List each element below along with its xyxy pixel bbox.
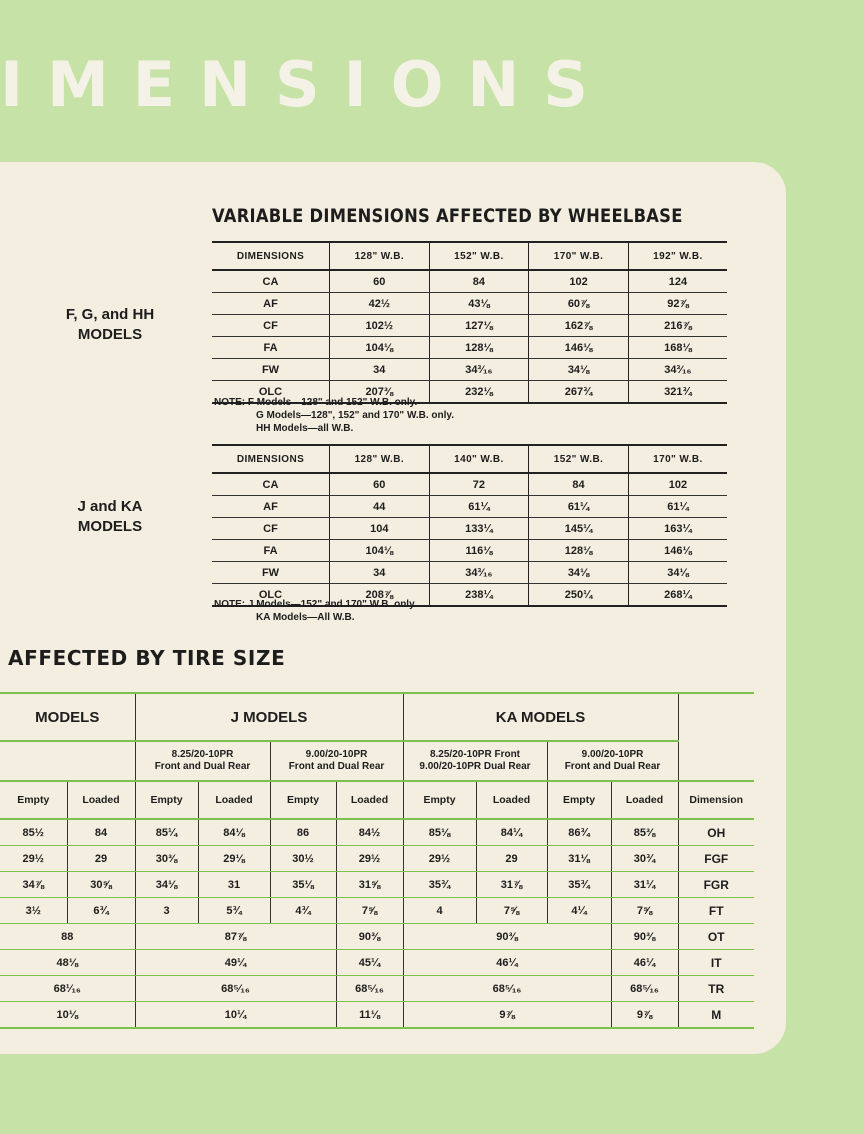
table-row xyxy=(212,359,727,381)
table-cell: 61¼ xyxy=(628,496,727,518)
table-cell: 29½ xyxy=(403,846,476,872)
table-row xyxy=(0,819,754,846)
table-cell: 250¼ xyxy=(529,584,629,607)
table-cell: 321¾ xyxy=(628,381,727,404)
table-cell: 34⅛ xyxy=(135,872,198,898)
table-cell: 7⅝ xyxy=(336,898,403,924)
dimension-code: AF xyxy=(212,293,330,315)
tire-spec-text: 8.25/20-10PR Front and Dual Rear xyxy=(154,749,251,772)
note-line: G Models—128", 152" and 170" W.B. only. xyxy=(256,410,454,421)
table-cell: 10¼ xyxy=(135,1002,336,1029)
table-cell: 85½ xyxy=(0,819,67,846)
dimension-code: FGF xyxy=(678,846,754,872)
table-cell: 34⅞ xyxy=(0,872,67,898)
tire-spec-row xyxy=(0,741,754,781)
tire-size-heading: AFFECTED BY TIRE SIZE xyxy=(8,646,286,670)
table-cell: 35⅛ xyxy=(270,872,336,898)
table-cell: 68⁵⁄₁₆ xyxy=(403,976,611,1002)
group-label-line: J and KA xyxy=(77,498,143,515)
table-cell: 45¼ xyxy=(336,950,403,976)
table-cell: 85⅛ xyxy=(403,819,476,846)
table-cell: 86¾ xyxy=(547,819,611,846)
dimension-code: OLC xyxy=(212,584,330,607)
blank-header xyxy=(678,693,754,781)
table-cell: 34 xyxy=(330,359,430,381)
tire-size-table xyxy=(0,692,754,1029)
table-cell: 85⅜ xyxy=(611,819,678,846)
condition-header: Loaded xyxy=(336,781,403,819)
dimension-header: Dimension xyxy=(678,781,754,819)
table-cell: 68⁵⁄₁₆ xyxy=(336,976,403,1002)
table-cell: 128⅛ xyxy=(429,337,529,359)
table-cell: 4¼ xyxy=(547,898,611,924)
table-row xyxy=(212,293,727,315)
condition-header: Loaded xyxy=(198,781,270,819)
group-label-j-ka xyxy=(45,497,175,537)
table-cell: 44 xyxy=(330,496,430,518)
table-row xyxy=(0,846,754,872)
dimension-code: FW xyxy=(212,562,330,584)
table-cell: 92⅞ xyxy=(628,293,727,315)
table-cell: 3 xyxy=(135,898,198,924)
table-row xyxy=(212,337,727,359)
table-cell: 11⅛ xyxy=(336,1002,403,1029)
table-cell: 84⅛ xyxy=(198,819,270,846)
table-row xyxy=(0,1002,754,1029)
table-cell: 208⅞ xyxy=(330,584,430,607)
table-cell: 86 xyxy=(270,819,336,846)
table-cell: 34⅛ xyxy=(529,359,629,381)
table-cell: 35¾ xyxy=(403,872,476,898)
table-cell: 61¼ xyxy=(529,496,629,518)
table-cell: 102 xyxy=(529,270,629,293)
wheelbase-table-j-ka xyxy=(212,444,727,607)
table-row xyxy=(0,950,754,976)
column-header: 140" W.B. xyxy=(429,445,529,473)
table-cell: 34⅛ xyxy=(529,562,629,584)
table-cell: 87⅞ xyxy=(135,924,336,950)
group-label-line: F, G, and HH xyxy=(65,306,155,323)
table-cell: 29⅛ xyxy=(198,846,270,872)
note-line: NOTE: J Models—152" and 170" W.B. only. xyxy=(214,599,417,610)
table-cell: 31⅞ xyxy=(476,872,547,898)
table-cell: 232⅛ xyxy=(429,381,529,404)
table-cell: 29½ xyxy=(336,846,403,872)
dimension-code: OT xyxy=(678,924,754,950)
tire-spec xyxy=(547,741,678,781)
column-header: 192" W.B. xyxy=(628,242,727,270)
column-header: 128" W.B. xyxy=(330,242,430,270)
condition-header: Loaded xyxy=(67,781,135,819)
table-header-row xyxy=(212,242,727,270)
table-cell: 267¾ xyxy=(529,381,629,404)
table-cell: 84 xyxy=(67,819,135,846)
column-header: 170" W.B. xyxy=(529,242,629,270)
tire-spec-text: 9.00/20-10PR Front and Dual Rear xyxy=(564,749,661,772)
dimension-code: OLC xyxy=(212,381,330,404)
table-row xyxy=(212,518,727,540)
table-cell: 84¼ xyxy=(476,819,547,846)
dimension-code: OH xyxy=(678,819,754,846)
table-cell: 60 xyxy=(330,473,430,496)
table-cell: 31¼ xyxy=(611,872,678,898)
note-j-ka xyxy=(214,598,417,624)
table-cell: 68⁵⁄₁₆ xyxy=(135,976,336,1002)
column-header: DIMENSIONS xyxy=(212,242,330,270)
column-header: 152" W.B. xyxy=(529,445,629,473)
table-cell: 4¾ xyxy=(270,898,336,924)
table-row xyxy=(0,976,754,1002)
table-cell: 163¼ xyxy=(628,518,727,540)
table-cell: 207⅜ xyxy=(330,381,430,404)
empty-loaded-row xyxy=(0,781,754,819)
table-cell: 88 xyxy=(0,924,135,950)
table-cell: 72 xyxy=(429,473,529,496)
table-cell: 31 xyxy=(198,872,270,898)
table-cell: 3½ xyxy=(0,898,67,924)
dimension-code: TR xyxy=(678,976,754,1002)
page-banner-title: IMENSIONS xyxy=(0,48,612,121)
note-fg-hh xyxy=(214,396,454,435)
table-cell: 68⁵⁄₁₆ xyxy=(611,976,678,1002)
table-cell: 29½ xyxy=(0,846,67,872)
tire-spec xyxy=(403,741,547,781)
table-cell: 90⅜ xyxy=(403,924,611,950)
dimension-code: AF xyxy=(212,496,330,518)
table-cell: 238¼ xyxy=(429,584,529,607)
group-label-line: MODELS xyxy=(77,518,143,535)
table-cell: 9⅞ xyxy=(403,1002,611,1029)
table-cell: 124 xyxy=(628,270,727,293)
condition-header: Loaded xyxy=(611,781,678,819)
table-cell: 60⅞ xyxy=(529,293,629,315)
dimension-code: FW xyxy=(212,359,330,381)
table-cell: 85¼ xyxy=(135,819,198,846)
table-row xyxy=(0,924,754,950)
wheelbase-table-fg-hh xyxy=(212,241,727,404)
model-group-row xyxy=(0,693,754,741)
table-cell: 34³⁄₁₆ xyxy=(429,562,529,584)
table-cell: 9⅞ xyxy=(611,1002,678,1029)
table-cell: 90⅜ xyxy=(611,924,678,950)
group-label-line: MODELS xyxy=(77,326,143,343)
table-cell: 46¼ xyxy=(611,950,678,976)
dimension-code: IT xyxy=(678,950,754,976)
table-cell: 43⅛ xyxy=(429,293,529,315)
table-header-row xyxy=(212,445,727,473)
column-header: 152" W.B. xyxy=(429,242,529,270)
table-cell: 104⅛ xyxy=(330,540,430,562)
table-cell: 102½ xyxy=(330,315,430,337)
condition-header: Empty xyxy=(403,781,476,819)
table-cell: 4 xyxy=(403,898,476,924)
dimension-code: CA xyxy=(212,270,330,293)
table-cell: 42½ xyxy=(330,293,430,315)
table-cell: 60 xyxy=(330,270,430,293)
table-cell: 146⅛ xyxy=(628,540,727,562)
table-cell: 49¼ xyxy=(135,950,336,976)
table-cell: 168⅛ xyxy=(628,337,727,359)
dimension-code: CA xyxy=(212,473,330,496)
table-row xyxy=(212,315,727,337)
group-header: MODELS xyxy=(0,693,135,741)
table-row xyxy=(212,496,727,518)
note-line: KA Models—All W.B. xyxy=(256,612,355,623)
note-line: HH Models—all W.B. xyxy=(256,423,354,434)
condition-header: Empty xyxy=(135,781,198,819)
table-cell: 268¼ xyxy=(628,584,727,607)
table-cell: 68¹⁄₁₆ xyxy=(0,976,135,1002)
table-cell: 31⅝ xyxy=(336,872,403,898)
table-cell: 127⅛ xyxy=(429,315,529,337)
table-cell: 30⅜ xyxy=(135,846,198,872)
table-cell: 10⅛ xyxy=(0,1002,135,1029)
table-cell: 34³⁄₁₆ xyxy=(429,359,529,381)
tire-spec xyxy=(135,741,270,781)
table-cell: 7⅝ xyxy=(476,898,547,924)
column-header: 170" W.B. xyxy=(628,445,727,473)
table-cell: 46¼ xyxy=(403,950,611,976)
table-cell: 128⅛ xyxy=(529,540,629,562)
tire-spec xyxy=(0,741,135,781)
table-cell: 146⅛ xyxy=(529,337,629,359)
group-header: KA MODELS xyxy=(403,693,678,741)
column-header: DIMENSIONS xyxy=(212,445,330,473)
table-cell: 84½ xyxy=(336,819,403,846)
table-cell: 84 xyxy=(429,270,529,293)
dimension-code: FGR xyxy=(678,872,754,898)
table-row xyxy=(0,872,754,898)
table-cell: 5¾ xyxy=(198,898,270,924)
table-cell: 6¾ xyxy=(67,898,135,924)
dimension-code: CF xyxy=(212,315,330,337)
tire-spec xyxy=(270,741,403,781)
dimension-code: FA xyxy=(212,540,330,562)
table-row xyxy=(212,473,727,496)
table-cell: 145¼ xyxy=(529,518,629,540)
table-cell: 35¾ xyxy=(547,872,611,898)
condition-header: Empty xyxy=(270,781,336,819)
table-cell: 216⅞ xyxy=(628,315,727,337)
dimension-code: M xyxy=(678,1002,754,1029)
dimension-code: CF xyxy=(212,518,330,540)
group-header: J MODELS xyxy=(135,693,403,741)
table-cell: 29 xyxy=(67,846,135,872)
table-row xyxy=(212,270,727,293)
note-line: NOTE: F Models—128" and 152" W.B. only. xyxy=(214,397,418,408)
table-cell: 116⅛ xyxy=(429,540,529,562)
table-row xyxy=(212,540,727,562)
table-cell: 31⅛ xyxy=(547,846,611,872)
table-cell: 104⅛ xyxy=(330,337,430,359)
table-cell: 102 xyxy=(628,473,727,496)
dimension-code: FA xyxy=(212,337,330,359)
table-row xyxy=(212,562,727,584)
group-label-fg-hh xyxy=(45,305,175,345)
table-cell: 34 xyxy=(330,562,430,584)
condition-header: Loaded xyxy=(476,781,547,819)
table-cell: 84 xyxy=(529,473,629,496)
tire-spec-text: 9.00/20-10PR Front and Dual Rear xyxy=(288,749,385,772)
table-cell: 7⅝ xyxy=(611,898,678,924)
table-cell: 34³⁄₁₆ xyxy=(628,359,727,381)
table-cell: 34⅛ xyxy=(628,562,727,584)
table-cell: 29 xyxy=(476,846,547,872)
table-cell: 30⅝ xyxy=(67,872,135,898)
tire-spec-text: 8.25/20-10PR Front 9.00/20-10PR Dual Rear xyxy=(419,749,531,772)
table-row xyxy=(0,898,754,924)
dimension-code: FT xyxy=(678,898,754,924)
table-cell: 30¾ xyxy=(611,846,678,872)
table-cell: 90⅜ xyxy=(336,924,403,950)
table-cell: 30½ xyxy=(270,846,336,872)
condition-header: Empty xyxy=(547,781,611,819)
condition-header: Empty xyxy=(0,781,67,819)
table-cell: 61¼ xyxy=(429,496,529,518)
table-cell: 104 xyxy=(330,518,430,540)
wheelbase-heading: VARIABLE DIMENSIONS AFFECTED BY WHEELBASE xyxy=(212,205,683,227)
column-header: 128" W.B. xyxy=(330,445,430,473)
table-cell: 162⅞ xyxy=(529,315,629,337)
table-cell: 133¼ xyxy=(429,518,529,540)
table-cell: 48⅛ xyxy=(0,950,135,976)
